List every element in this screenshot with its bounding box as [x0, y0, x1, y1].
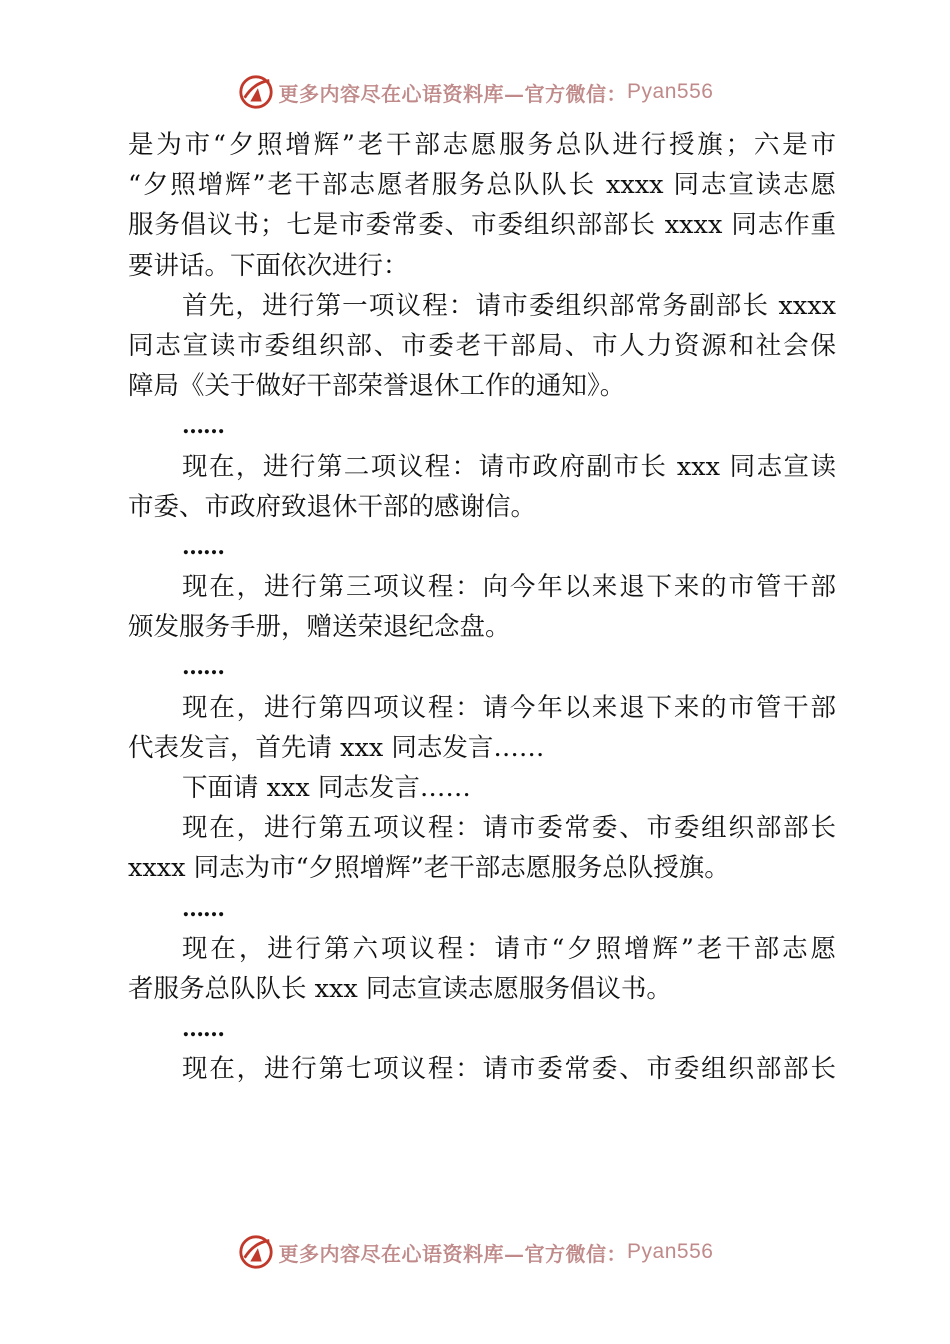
text-line: 是为市“夕照增辉”老干部志愿服务总队进行授旗；六是市	[128, 130, 836, 160]
text-line: 下面请 xxx 同志发言……	[182, 773, 471, 803]
banner-wechat-id: Pyan556	[627, 80, 714, 103]
banner-wechat-id: Pyan556	[627, 1240, 714, 1263]
text-line: 同志宣读市委组织部、市委老干部局、市人力资源和社会保	[128, 330, 836, 361]
ellipsis-line: ……	[182, 413, 224, 440]
text-line: 代表发言，首先请 xxx 同志发言……	[128, 732, 545, 763]
text-line: 现在，进行第七项议程：请市委常委、市委组织部部长	[182, 1054, 836, 1085]
text-line: 首先，进行第一项议程：请市委组织部常务副部长 xxxx	[182, 290, 836, 321]
text-line: 服务倡议书；七是市委常委、市委组织部部长 xxxx 同志作重	[128, 210, 836, 241]
text-line: 要讲话。下面依次进行：	[128, 250, 409, 281]
text-line: 现在，进行第三项议程：向今年以来退下来的市管干部	[182, 572, 836, 603]
text-line: 颁发服务手册，赠送荣退纪念盘。	[128, 612, 511, 643]
text-line: 现在，进行第四项议程：请今年以来退下来的市管干部	[182, 692, 836, 723]
ellipsis-line: ……	[182, 895, 224, 922]
ellipsis-line: ……	[182, 533, 224, 560]
ellipsis-line: ……	[182, 654, 224, 681]
document-body	[128, 125, 836, 1090]
ellipsis-line: ……	[182, 1016, 224, 1043]
banner-slogan: 更多内容尽在心语资料库—官方微信：	[278, 81, 628, 106]
text-line: “夕照增辉”老干部志愿者服务总队队长 xxxx 同志宣读志愿	[128, 170, 836, 201]
text-line: 现在，进行第六项议程：请市“夕照增辉”老干部志愿	[182, 933, 836, 964]
logo-icon	[237, 1233, 275, 1271]
logo-icon	[237, 73, 275, 111]
text-line: xxxx 同志为市“夕照增辉”老干部志愿服务总队授旗。	[128, 853, 730, 884]
text-line: 现在，进行第五项议程：请市委常委、市委组织部部长	[182, 813, 836, 844]
text-line: 现在，进行第二项议程：请市政府副市长 xxx 同志宣读	[182, 451, 836, 482]
text-line: 障局《关于做好干部荣誉退休工作的通知》。	[128, 371, 626, 402]
banner-slogan: 更多内容尽在心语资料库—官方微信：	[278, 1241, 628, 1266]
footer-banner	[0, 1232, 950, 1272]
text-line: 者服务总队队长 xxx 同志宣读志愿服务倡议书。	[128, 973, 672, 1004]
text-line: 市委、市政府致退休干部的感谢信。	[128, 491, 537, 522]
header-banner	[0, 72, 950, 112]
